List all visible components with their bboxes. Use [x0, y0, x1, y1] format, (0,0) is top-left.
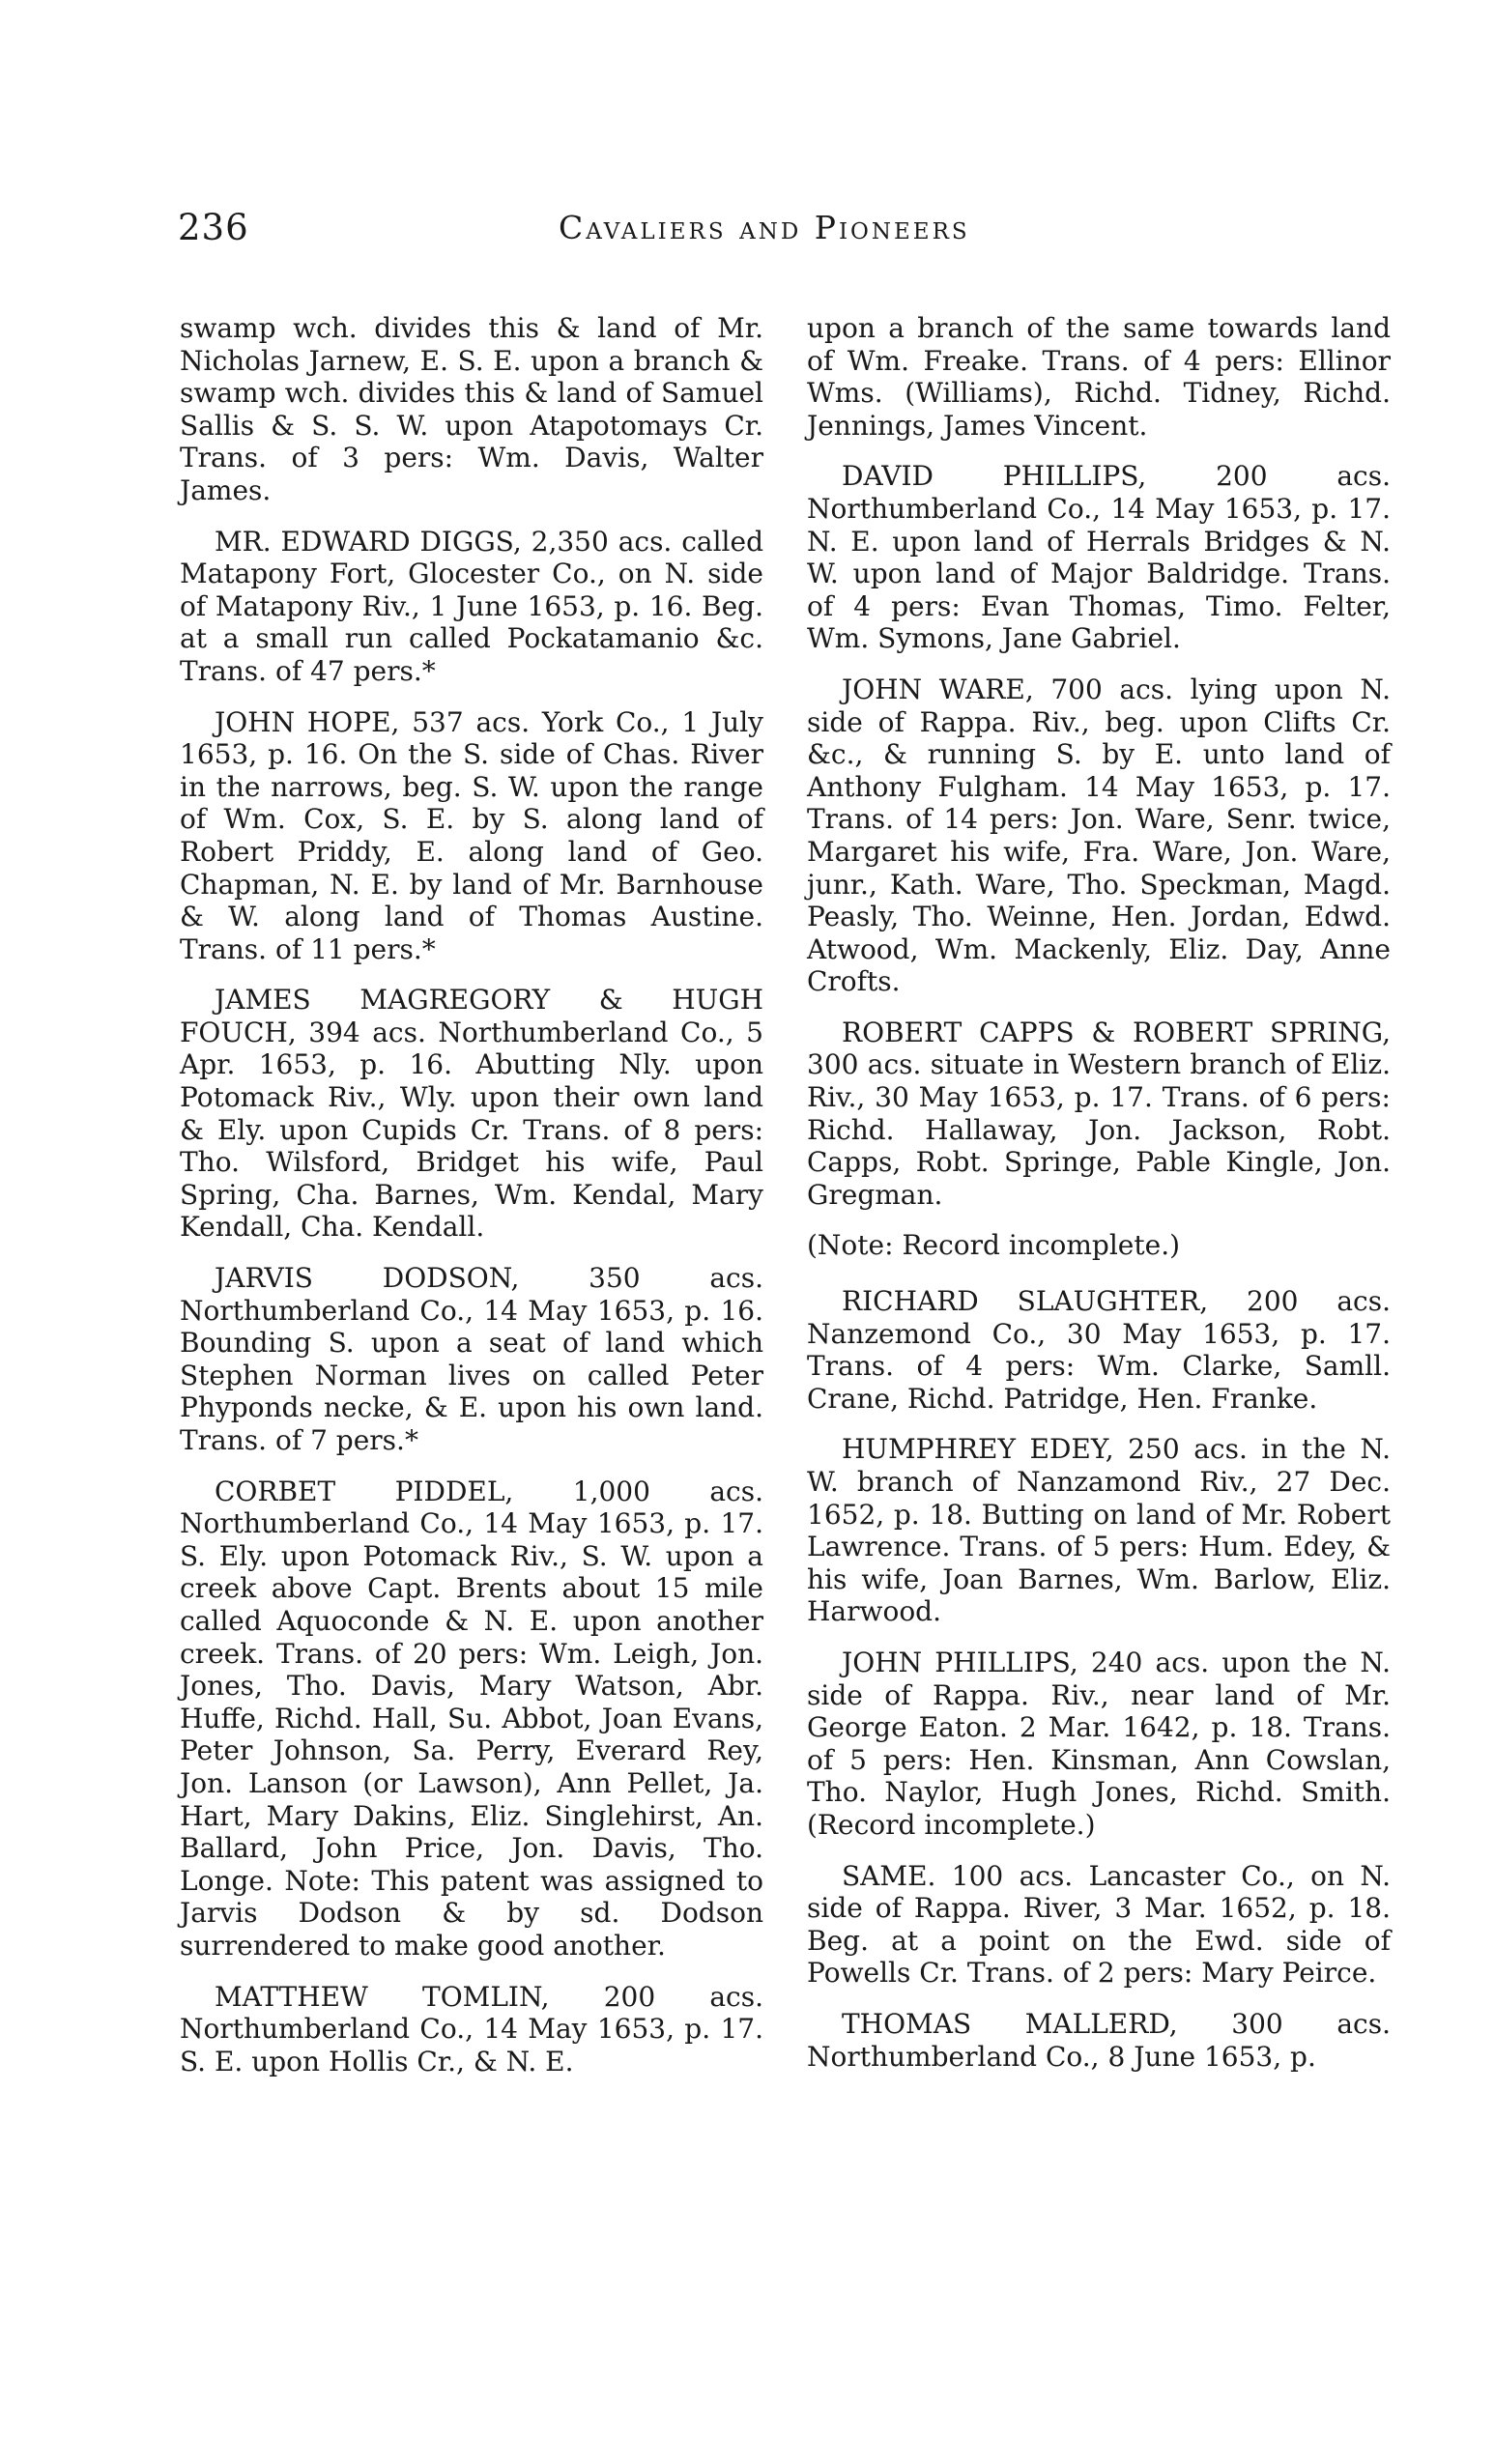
entry-humphrey-edey: HUMPHREY EDEY, 250 acs. in the N. W. branch of Nanzamond Riv., 27 Dec. 1652, p. 18. Butting on land of Mr. Robert Lawrence. Trans. of 5 pers: Hum. Edey, & his wife, Joan Barnes, Wm. Barlow, Eliz. Harwood.: [807, 1433, 1391, 1628]
running-head: Cavaliers and Pioneers: [559, 209, 970, 246]
entry-thomas-mallerd: THOMAS MALLERD, 300 acs. Northumberland Co., 8 June 1653, p.: [807, 2007, 1391, 2073]
entry-continuation-right: upon a branch of the same towards land of Wm. Freake. Trans. of 4 pers: Ellinor Wms. (Williams), Richd. Tidney, Richd. Jennings, James Vincent.: [807, 312, 1391, 442]
entry-richard-slaughter: RICHARD SLAUGHTER, 200 acs. Nanzemond Co., 30 May 1653, p. 17. Trans. of 4 pers: Wm. Clarke, Samll. Crane, Richd. Patridge, Hen. Franke.: [807, 1285, 1391, 1415]
entry-same: SAME. 100 acs. Lancaster Co., on N. side of Rappa. River, 3 Mar. 1652, p. 18. Beg. at a point on the Ewd. side of Powells Cr. Trans. of 2 pers: Mary Peirce.: [807, 1859, 1391, 1990]
left-column: [180, 312, 763, 2096]
right-column: [807, 312, 1391, 2091]
entry-continuation: swamp wch. divides this & land of Mr. Nicholas Jarnew, E. S. E. upon a branch & swamp wch. divides this & land of Samuel Sallis & S. S. W. upon Atapotomays Cr. Trans. of 3 pers: Wm. Davis, Walter James.: [180, 312, 763, 506]
entry-corbet-piddel: CORBET PIDDEL, 1,000 acs. Northumberland Co., 14 May 1653, p. 17. S. Ely. upon Potomack Riv., S. W. upon a creek above Capt. Brents about 15 mile called Aquoconde & N. E. upon another creek. Trans. of 20 pers: Wm. Leigh, Jon. Jones, Tho. Davis, Mary Watson, Abr. Huffe, Richd. Hall, Su. Abbot, Joan Evans, Peter Johnson, Sa. Perry, Everard Rey, Jon. Lanson (or Lawson), Ann Pellet, Ja. Hart, Mary Dakins, Eliz. Singlehirst, An. Ballard, John Price, Jon. Davis, Tho. Longe. Note: This patent was assigned to Jarvis Dodson & by sd. Dodson surrendered to make good another.: [180, 1475, 763, 1962]
page-number: 236: [178, 207, 249, 248]
record-note: (Note: Record incomplete.): [807, 1229, 1181, 1262]
entry-edward-diggs: MR. EDWARD DIGGS, 2,350 acs. called Matapony Fort, Glocester Co., on N. side of Matapony Riv., 1 June 1653, p. 16. Beg. at a small run called Pockatamanio &c. Trans. of 47 pers.*: [180, 525, 763, 687]
entry-john-phillips: JOHN PHILLIPS, 240 acs. upon the N. side of Rappa. Riv., near land of Mr. George Eaton. 2 Mar. 1642, p. 18. Trans. of 5 pers: Hen. Kinsman, Ann Cowslan, Tho. Naylor, Hugh Jones, Richd. Smith. (Record incomplete.): [807, 1646, 1391, 1841]
entry-john-ware: JOHN WARE, 700 acs. lying upon N. side of Rappa. Riv., beg. upon Clifts Cr. &c., & running S. by E. unto land of Anthony Fulgham. 14 May 1653, p. 17. Trans. of 14 pers: Jon. Ware, Senr. twice, Margaret his wife, Fra. Ware, Jon. Ware, junr., Kath. Ware, Tho. Speckman, Magd. Peasly, Tho. Weinne, Hen. Jordan, Edwd. Atwood, Wm. Mackenly, Eliz. Day, Anne Crofts.: [807, 673, 1391, 998]
entry-matthew-tomlin: MATTHEW TOMLIN, 200 acs. Northumberland Co., 14 May 1653, p. 17. S. E. upon Hollis Cr., & N. E.: [180, 1980, 763, 2077]
entry-david-phillips: DAVID PHILLIPS, 200 acs. Northumberland Co., 14 May 1653, p. 17. N. E. upon land of Herrals Bridges & N. W. upon land of Major Baldridge. Trans. of 4 pers: Evan Thomas, Timo. Felter, Wm. Symons, Jane Gabriel.: [807, 460, 1391, 655]
entry-robert-capps: ROBERT CAPPS & ROBERT SPRING, 300 acs. situate in Western branch of Eliz. Riv., 30 May 1653, p. 17. Trans. of 6 pers: Richd. Hallaway, Jon. Jackson, Robt. Capps, Robt. Springe, Pable Kingle, Jon. Gregman.: [807, 1016, 1391, 1211]
entry-john-hope: JOHN HOPE, 537 acs. York Co., 1 July 1653, p. 16. On the S. side of Chas. River in the narrows, beg. S. W. upon the range of Wm. Cox, S. E. by S. along land of Robert Priddy, E. along land of Geo. Chapman, N. E. by land of Mr. Barnhouse & W. along land of Thomas Austine. Trans. of 11 pers.*: [180, 705, 763, 965]
entry-james-magregory: JAMES MAGREGORY & HUGH FOUCH, 394 acs. Northumberland Co., 5 Apr. 1653, p. 16. Abutting Nly. upon Potomack Riv., Wly. upon their own land & Ely. upon Cupids Cr. Trans. of 8 pers: Tho. Wilsford, Bridget his wife, Paul Spring, Cha. Barnes, Wm. Kendal, Mary Kendall, Cha. Kendall.: [180, 984, 763, 1244]
entry-jarvis-dodson: JARVIS DODSON, 350 acs. Northumberland Co., 14 May 1653, p. 16. Bounding S. upon a seat of land which Stephen Norman lives on called Peter Phyponds necke, & E. upon his own land. Trans. of 7 pers.*: [180, 1262, 763, 1456]
